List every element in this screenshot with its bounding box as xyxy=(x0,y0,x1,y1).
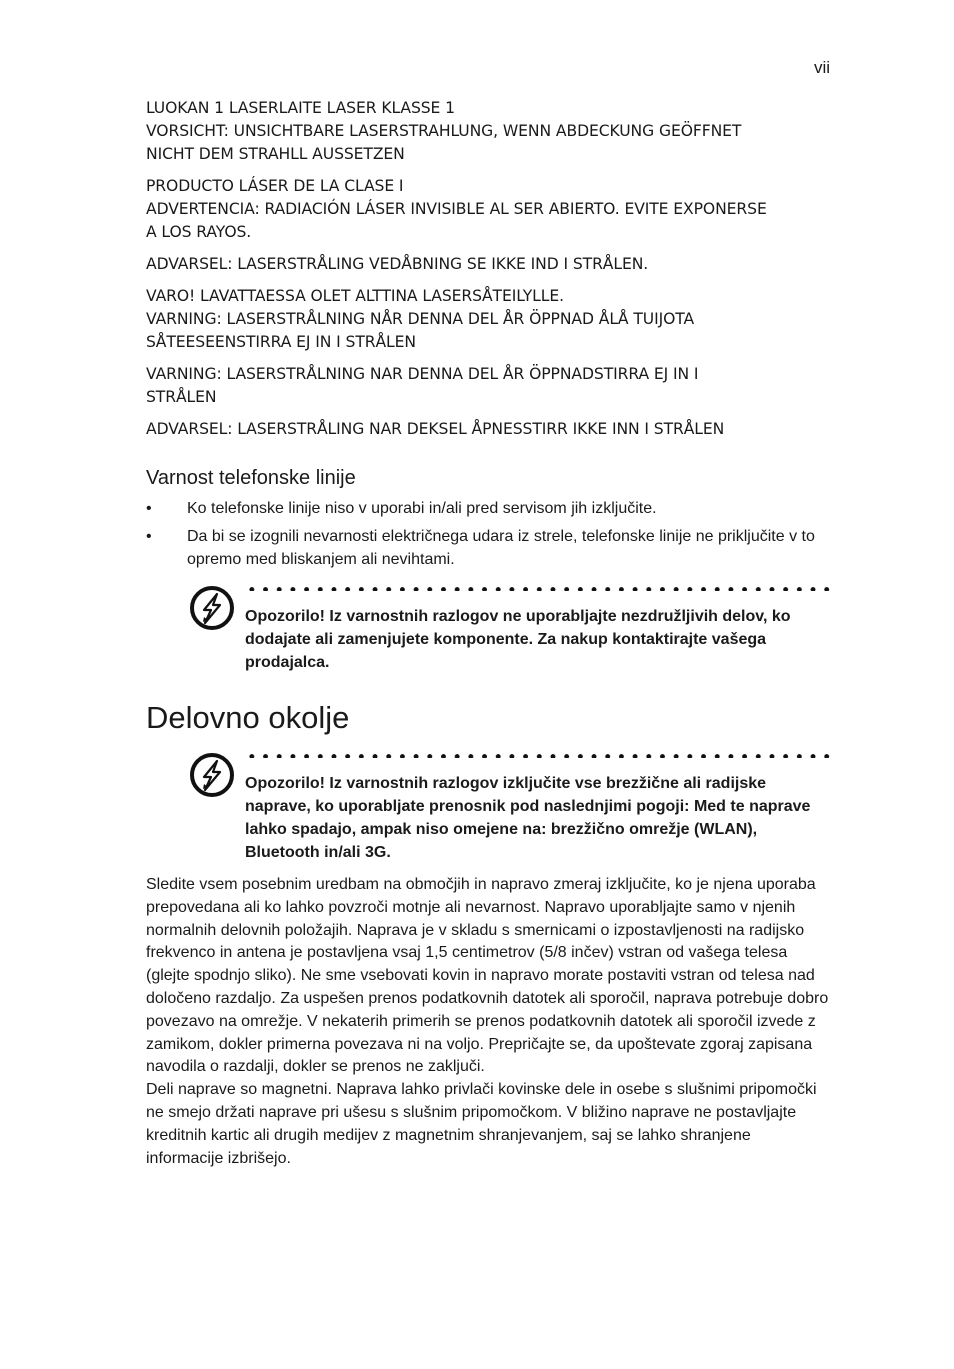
laser-notice-line: VARNING: LASERSTRÅLNING NAR DENNA DEL ÅR ÖPPNADSTIRRA EJ IN I xyxy=(146,365,699,383)
warning-text: Opozorilo! Iz varnostnih razlogov ne uporabljajte nezdružljivih delov, ko dodajate ali zamenjujete komponente. Za nakup kontaktirajte vašega prodajalca. xyxy=(245,608,791,671)
laser-notice-line: LUOKAN 1 LASERLAITE LASER KLASSE 1 xyxy=(146,99,455,117)
environment-warning-box xyxy=(146,754,830,864)
laser-notice-line: A LOS RAYOS. xyxy=(146,223,252,241)
telephone-safety-list xyxy=(146,497,830,571)
lightning-warning-icon xyxy=(189,752,235,798)
list-item-text: Ko telefonske linije niso v uporabi in/ali pred servisom jih izključite. xyxy=(187,500,657,517)
paragraph-text: Sledite vsem posebnim uredbam na območjih in napravo zmeraj izključite, ko je njena uporaba prepovedana ali ko lahko povzroči motnje ali nevarnost. Napravo uporabljajte samo v njenih normalnih delovnih položajih. Naprava je v skladu s smernicami o izpostavljenosti na radijsko frekvenco in antena je postavljena vsaj 1,5 centimetrov (5/8 inčev) vstran od vašega telesa (glejte spodnjo sliko). Ne sme vsebovati kovin in napravo morate postaviti vstran od telesa nad določeno razdaljo. Za uspešen prenos podatkovnih datotek ali sporočil, naprava potrebuje dobro povezavo na omrežje. V nekaterih primerih se prenos podatkovnih datotek ali sporočil izvede z zamikom, dokler primerna povezava ni na voljo. Prepričajte se, da upoštevate zgoraj zapisana navodila o razdalji, dokler se prenos ne zaključi. xyxy=(146,876,829,1076)
laser-notice-line: ADVERTENCIA: RADIACIÓN LÁSER INVISIBLE AL SER ABIERTO. EVITE EXPONERSE xyxy=(146,200,767,218)
bullet-glyph: • xyxy=(146,500,152,517)
dotted-separator xyxy=(245,587,830,591)
page-content xyxy=(146,97,830,1170)
laser-notice-line: ADVARSEL: LASERSTRÅLING NAR DEKSEL ÅPNESSTIRR IKKE INN I STRÅLEN xyxy=(146,420,725,438)
lightning-warning-icon xyxy=(189,585,235,631)
laser-notice-swedish xyxy=(146,363,830,409)
list-item xyxy=(146,525,830,571)
laser-notice-finnish-german xyxy=(146,97,830,166)
laser-notices xyxy=(146,97,830,441)
section-heading: Delovno okolje xyxy=(146,700,350,735)
laser-notice-line: NICHT DEM STRAHLL AUSSETZEN xyxy=(146,145,405,163)
laser-notice-spanish xyxy=(146,175,830,244)
laser-notice-line: PRODUCTO LÁSER DE LA CLASE I xyxy=(146,177,404,195)
list-item xyxy=(146,497,830,520)
body-paragraph xyxy=(146,874,830,1170)
page-number: vii xyxy=(813,58,830,77)
laser-notice-line: VORSICHT: UNSICHTBARE LASERSTRAHLUNG, WENN ABDECKUNG GEÖFFNET xyxy=(146,122,742,140)
laser-notice-line: VARO! LAVATTAESSA OLET ALTTINA LASERSÅTEILYLLE. xyxy=(146,287,564,305)
laser-notice-line: ADVARSEL: LASERSTRÅLING VEDÅBNING SE IKKE IND I STRÅLEN. xyxy=(146,255,649,273)
list-item-text: Da bi se izognili nevarnosti električnega udara iz strele, telefonske linije ne priključite v to opremo med bliskanjem ali nevihtami. xyxy=(187,528,815,568)
telephone-warning-box xyxy=(146,587,830,674)
laser-notice-line: STRÅLEN xyxy=(146,388,217,406)
warning-text: Opozorilo! Iz varnostnih razlogov izključite vse brezžične ali radijske naprave, ko uporabljate prenosnik pod naslednjimi pogoji: Med te naprave lahko spadajo, ampak niso omejene na: brezžično omrežje (WLAN), Bluetooth in/ali 3G. xyxy=(245,775,811,861)
laser-notice-line: SÅTEESEENSTIRRA EJ IN I STRÅLEN xyxy=(146,333,416,351)
laser-notice-norwegian xyxy=(146,418,830,441)
laser-notice-line: VARNING: LASERSTRÅLNING NÅR DENNA DEL ÅR ÖPPNAD ÅLÅ TUIJOTA xyxy=(146,310,695,328)
dotted-separator xyxy=(245,754,830,758)
paragraph-text: Deli naprave so magnetni. Naprava lahko privlači kovinske dele in osebe s slušnimi pripomočki ne smejo držati naprave pri ušesu s slušnim pripomočkom. V bližino naprave ne postavljajte kreditnih kartic ali drugih medijev z magnetnim shranjevanjem, saj se lahko shranjene informacije izbrišejo. xyxy=(146,1081,817,1167)
laser-notice-danish xyxy=(146,253,830,276)
bullet-glyph: • xyxy=(146,528,152,545)
telephone-safety-heading: Varnost telefonske linije xyxy=(146,467,356,489)
laser-notice-finnish-swedish xyxy=(146,285,830,354)
